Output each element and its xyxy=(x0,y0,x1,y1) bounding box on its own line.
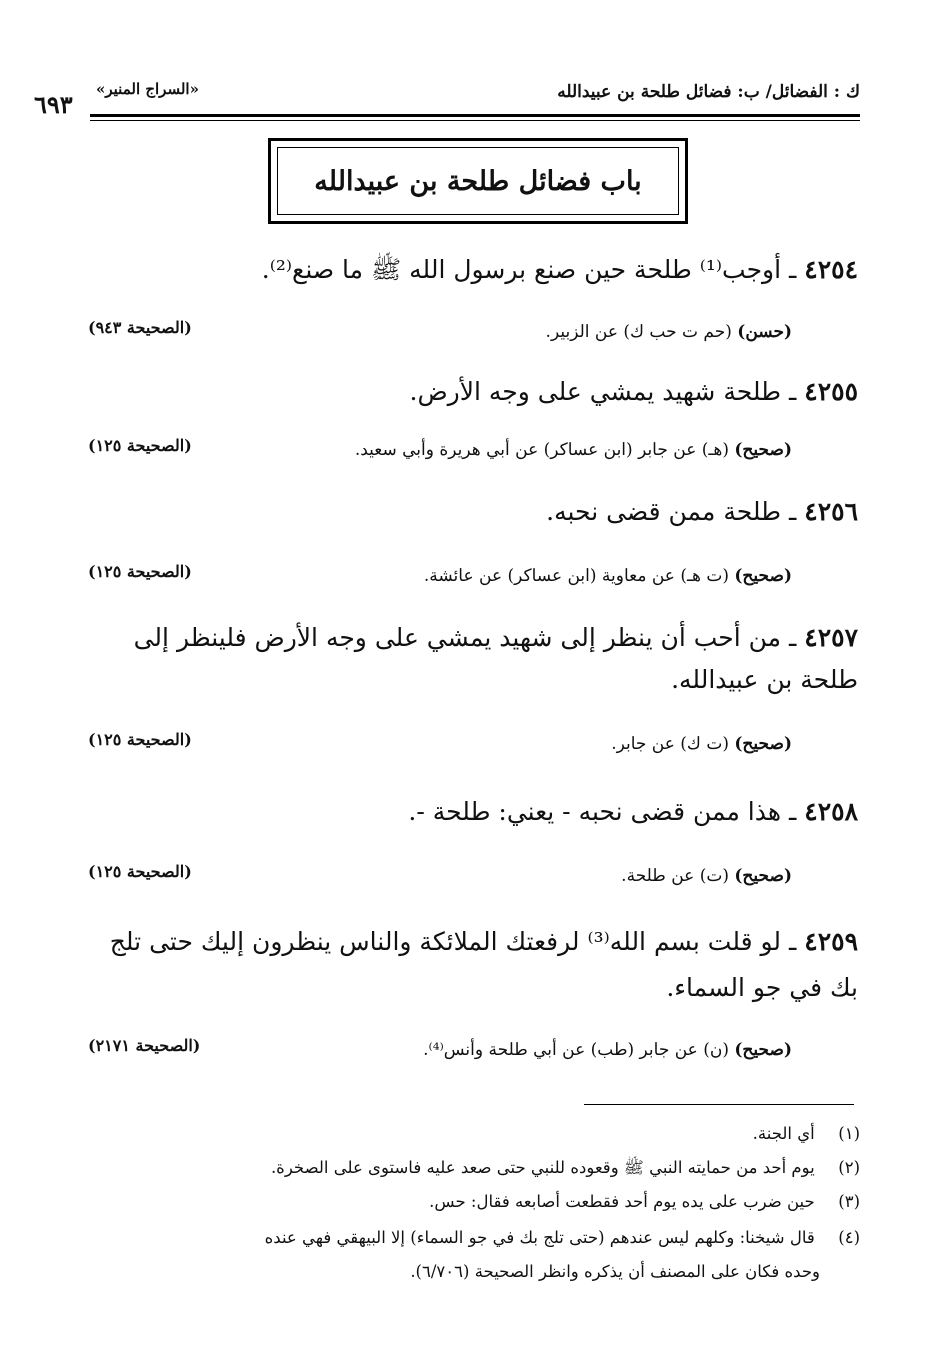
hadith-source xyxy=(355,440,792,460)
hadith-text xyxy=(82,788,858,836)
hadith-number: ٤٢٥٩ xyxy=(804,927,858,956)
hadith-reference: (الصحيحة ١٢٥) xyxy=(88,862,192,881)
header-rule-thin xyxy=(90,120,860,121)
hadith-source-text: (ت هـ) عن معاوية (ابن عساكر) عن عائشة. xyxy=(423,566,729,586)
footnote xyxy=(90,1152,860,1183)
hadith-line: ـ لو قلت بسم الله⁽³⁾ لرفعتك الملائكة والناس ينظرون إليك حتى تلج xyxy=(109,927,797,956)
hadith-grade: (صحيح) xyxy=(734,440,792,460)
running-header-book: «السراج المنير» xyxy=(96,80,199,98)
hadith-reference: (الصحيحة ٢١٧١) xyxy=(88,1036,201,1055)
hadith-grade: (حسن) xyxy=(737,322,792,342)
footnote-number: (٤) xyxy=(838,1228,860,1247)
hadith-source-text: (ن) عن جابر (طب) عن أبي طلحة وأنس⁽⁴⁾. xyxy=(423,1040,729,1060)
footnote-number: (١) xyxy=(838,1124,860,1143)
hadith-reference: (الصحيحة ١٢٥) xyxy=(88,562,192,581)
footnote xyxy=(90,1222,860,1253)
hadith-grade: (صحيح) xyxy=(734,866,792,886)
footnote-number: (٣) xyxy=(838,1192,860,1211)
hadith-text-continuation xyxy=(82,656,858,704)
footnote-text: وحده فكان على المصنف أن يذكره وانظر الصحيحة (٦/٧٠٦). xyxy=(410,1262,820,1281)
footnote-text: أي الجنة. xyxy=(752,1124,815,1143)
hadith-number: ٤٢٥٤ xyxy=(804,255,858,284)
hadith-line: ـ طلحة ممن قضى نحبه. xyxy=(546,497,797,526)
hadith-source-text: (هـ) عن جابر (ابن عساكر) عن أبي هريرة وأبي سعيد. xyxy=(354,440,729,460)
chapter-title-frame xyxy=(268,138,688,224)
footnote-number: (٢) xyxy=(838,1158,860,1177)
footnote-text: حين ضرب على يده يوم أحد فقطعت أصابعه فقال: حس. xyxy=(429,1192,815,1211)
chapter-title: باب فضائل طلحة بن عبيدالله xyxy=(314,165,642,197)
chapter-title-inner-frame xyxy=(277,147,679,215)
hadith-reference: (الصحيحة ٩٤٣) xyxy=(88,318,192,337)
hadith-source-text: (ت) عن طلحة. xyxy=(621,866,729,886)
hadith-grade: (صحيح) xyxy=(734,734,792,754)
hadith-number: ٤٢٥٨ xyxy=(804,797,858,826)
footnote-text: يوم أحد من حمايته النبي ﷺ وقعوده للنبي حتى صعد عليه فاستوى على الصخرة. xyxy=(270,1158,815,1177)
page-number: ٦٩٣ xyxy=(34,90,73,119)
hadith-source xyxy=(621,866,792,886)
hadith-line: ـ من أحب أن ينظر إلى شهيد يمشي على وجه الأرض فلينظر إلى xyxy=(133,623,797,652)
hadith-source xyxy=(611,734,792,754)
hadith-number: ٤٢٥٧ xyxy=(804,623,858,652)
hadith-reference: (الصحيحة ١٢٥) xyxy=(88,730,192,749)
footnote-continuation xyxy=(90,1256,860,1287)
hadith-text xyxy=(82,918,858,966)
hadith-source xyxy=(546,322,792,342)
hadith-reference: (الصحيحة ١٢٥) xyxy=(88,436,192,455)
hadith-grade: (صحيح) xyxy=(734,566,792,586)
footnote xyxy=(90,1118,860,1149)
footnote-text: قال شيخنا: وكلهم ليس عندهم (حتى تلج بك في جو السماء) إلا البيهقي فهي عنده xyxy=(264,1228,815,1247)
hadith-line: ـ هذا ممن قضى نحبه - يعني: طلحة -. xyxy=(408,797,797,826)
hadith-text xyxy=(82,246,858,294)
hadith-line: طلحة بن عبيدالله. xyxy=(671,665,858,694)
running-header-chapter: ك : الفضائل/ ب: فضائل طلحة بن عبيدالله xyxy=(557,82,860,102)
hadith-line: بك في جو السماء. xyxy=(666,973,858,1002)
hadith-source-text: (ت ك) عن جابر. xyxy=(611,734,729,754)
header-rule-thick xyxy=(90,114,860,117)
hadith-line: ـ طلحة شهيد يمشي على وجه الأرض. xyxy=(409,377,797,406)
hadith-source xyxy=(423,1040,792,1060)
hadith-source xyxy=(424,566,792,586)
hadith-source-text: (حم ت حب ك) عن الزبير. xyxy=(545,322,732,342)
footnote-separator xyxy=(584,1104,854,1105)
hadith-grade: (صحيح) xyxy=(734,1040,792,1060)
hadith-text-continuation xyxy=(82,964,858,1012)
hadith-text xyxy=(82,614,858,662)
footnote xyxy=(90,1186,860,1217)
hadith-number: ٤٢٥٥ xyxy=(804,377,858,406)
hadith-text xyxy=(82,488,858,536)
hadith-number: ٤٢٥٦ xyxy=(804,497,858,526)
hadith-text xyxy=(82,368,858,416)
hadith-line: ـ أوجب⁽¹⁾ طلحة حين صنع برسول الله ﷺ ما صنع⁽²⁾. xyxy=(261,255,797,284)
